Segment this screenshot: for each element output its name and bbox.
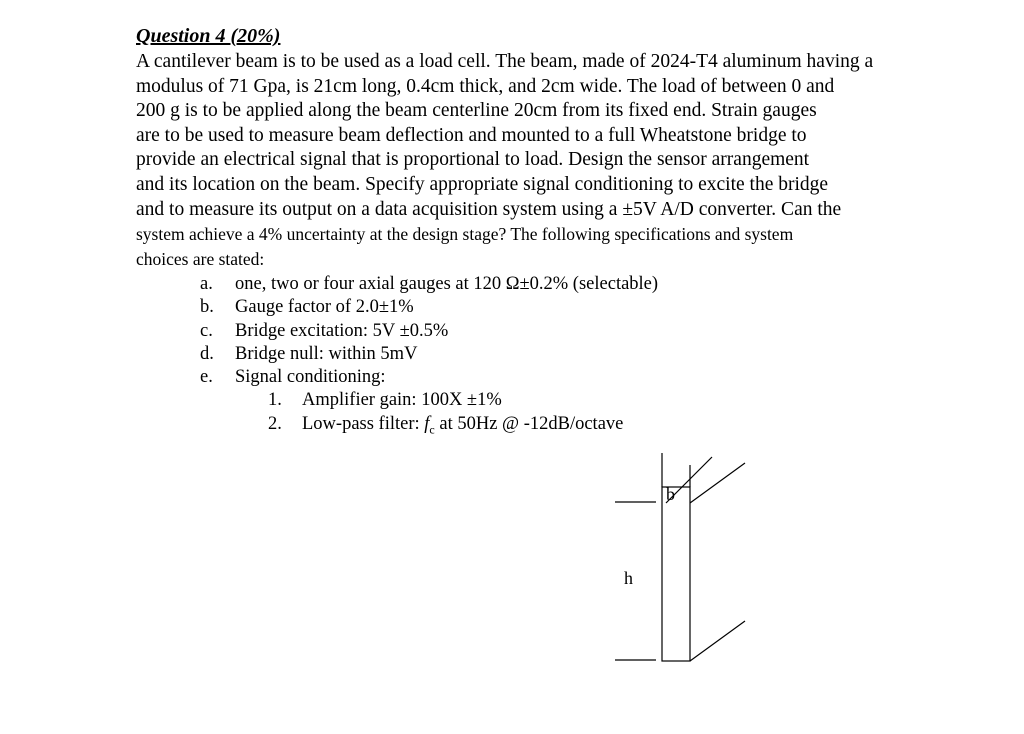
spec-text: Gauge factor of 2.0±1% [235, 297, 414, 318]
conditioning-marker: 1. [268, 390, 282, 411]
beam-cross-section-figure [600, 445, 760, 675]
spec-item [200, 273, 658, 296]
body-line-9: choices are stated: [136, 248, 265, 269]
conditioning-item [268, 389, 658, 412]
conditioning-text: Amplifier gain: 100X ±1% [302, 390, 502, 411]
spec-marker: d. [200, 343, 214, 364]
beam-front-face [662, 487, 690, 661]
spec-item [200, 320, 658, 343]
body-line-5: provide an electrical signal that is proportional to load. Design the sensor arrangement [136, 149, 810, 171]
conditioning-prefix: Low-pass filter: [302, 413, 425, 434]
question-title: Question 4 (20%) [136, 25, 281, 47]
cutoff-subscript: c [429, 422, 435, 437]
conditioning-item [268, 413, 658, 442]
conditioning-list [200, 389, 658, 441]
label-h: h [624, 568, 633, 588]
spec-item [200, 296, 658, 319]
question-body [136, 50, 936, 271]
beam-perspective-edge [690, 463, 745, 503]
label-b: b [666, 484, 675, 504]
spec-item [200, 343, 658, 366]
spec-marker: a. [200, 274, 213, 294]
spec-text: Bridge null: within 5mV [235, 343, 418, 364]
body-line-1: A cantilever beam is to be used as a load cell. The beam, made of 2024-T4 aluminum having a [136, 51, 874, 72]
spec-marker: b. [200, 297, 214, 318]
beam-perspective-edge [690, 621, 745, 661]
body-line-4: are to be used to measure beam deflection and mounted to a full Wheatstone bridge to [136, 124, 807, 146]
body-line-6: and its location on the beam. Specify appropriate signal conditioning to excite the bridge [136, 173, 829, 195]
spec-text: Signal conditioning: [235, 367, 386, 388]
body-line-2: modulus of 71 Gpa, is 21cm long, 0.4cm thick, and 2cm wide. The load of between 0 and [136, 75, 835, 97]
body-line-3: 200 g is to be applied along the beam centerline 20cm from its fixed end. Strain gauges [136, 100, 817, 122]
cutoff-symbol: f [424, 413, 430, 434]
conditioning-marker: 2. [268, 413, 282, 434]
spec-item [200, 366, 658, 442]
body-line-7: and to measure its output on a data acquisition system using a ±5V A/D converter. Can the [136, 198, 842, 220]
spec-marker: c. [200, 320, 213, 341]
spec-marker: e. [200, 367, 213, 388]
spec-list [200, 273, 658, 442]
conditioning-suffix: at 50Hz @ -12dB/octave [434, 413, 624, 434]
body-line-8: system achieve a 4% uncertainty at the design stage? The following specifications and system [136, 224, 794, 245]
spec-text: Bridge excitation: 5V ±0.5% [235, 320, 449, 341]
spec-text: one, two or four axial gauges at 120 Ω±0.2% (selectable) [235, 274, 659, 294]
